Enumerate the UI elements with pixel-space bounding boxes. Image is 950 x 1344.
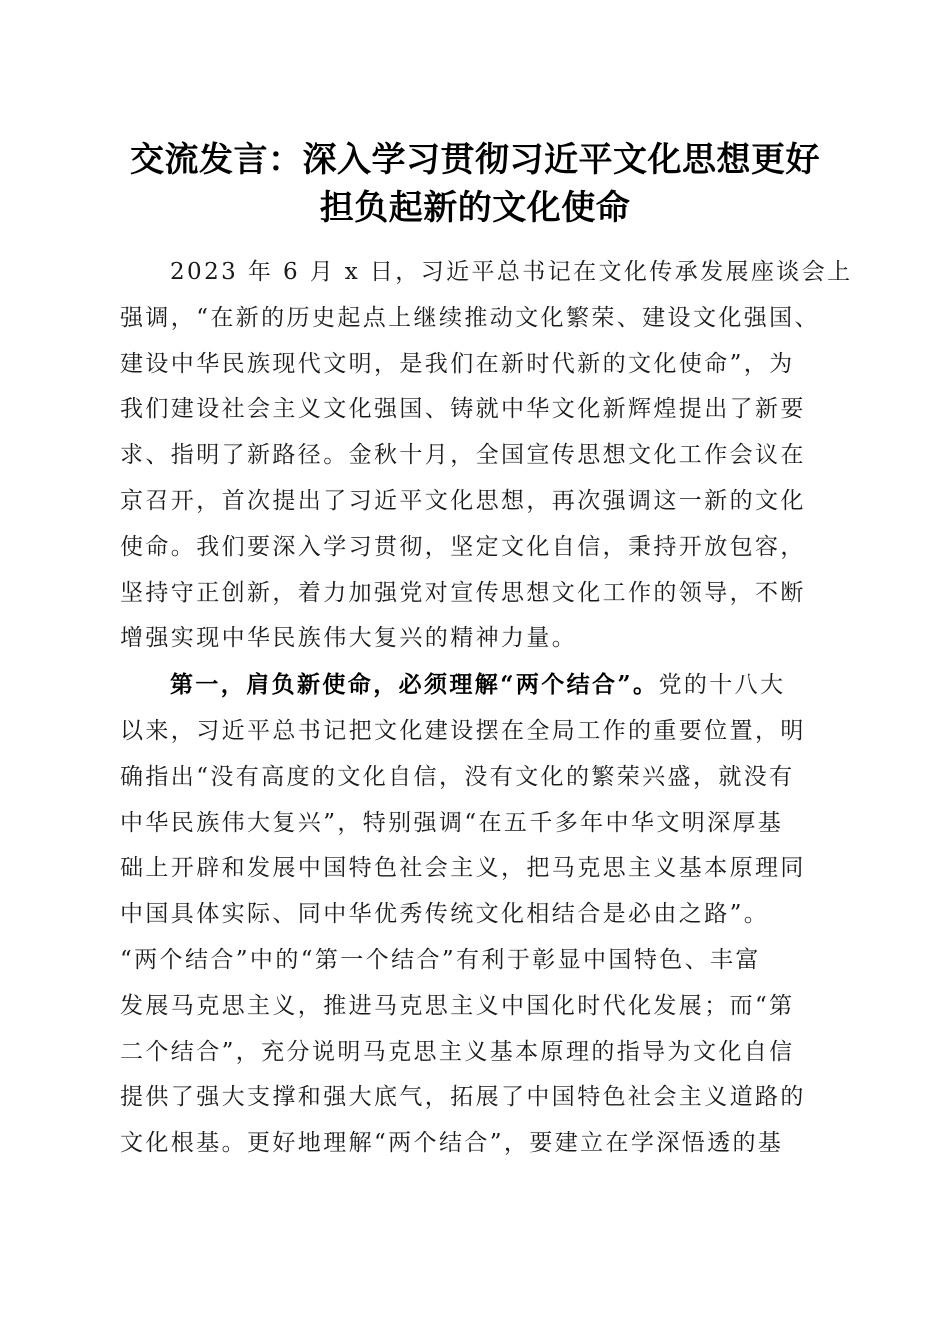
document-body [120, 250, 853, 1167]
text-line: 提供了强大支撑和强大底气，拓展了中国特色社会主义道路的 [120, 1084, 806, 1111]
paragraph-1 [120, 250, 853, 662]
document-title [110, 136, 840, 232]
paragraph-2 [120, 662, 832, 1167]
text-line: 文化根基。更好地理解“两个结合”，要建立在学深悟透的基 [120, 1130, 784, 1157]
text-line: 中国具体实际、同中华优秀传统文化相结合是必由之路”。 [120, 901, 770, 928]
paragraph-lead-heading: 第一，肩负新使命，必须理解“两个结合”。 [170, 671, 659, 699]
title-line: 担负起新的文化使命 [319, 188, 631, 228]
text-line: 使命。我们要深入学习贯彻，坚定文化自信，秉持开放包容， [120, 533, 806, 560]
text-line: 坚持守正创新，着力加强党对宣传思想文化工作的领导，不断 [120, 579, 806, 606]
text-line: 增强实现中华民族伟大复兴的精神力量。 [120, 625, 578, 652]
text-line [120, 662, 832, 709]
text-line: 以来，习近平总书记把文化建设摆在全局工作的重要位置，明 [120, 717, 806, 744]
text-line: 2023 年 6 月 x 日，习近平总书记在文化传承发展座谈会上 [170, 259, 853, 285]
text-line: 中华民族伟大复兴”，特别强调“在五千多年中华文明深厚基 [120, 809, 784, 836]
text-line: 发展马克思主义，推进马克思主义中国化时代化发展；而“第 [120, 992, 795, 1019]
text-line: 二个结合”，充分说明马克思主义基本原理的指导为文化自信 [120, 1038, 795, 1065]
text-line: 求、指明了新路径。金秋十月，全国宣传思想文化工作会议在 [120, 442, 806, 469]
text-line: 建设中华民族现代文明，是我们在新时代新的文化使命”，为 [120, 350, 795, 377]
text-line: 我们建设社会主义文化强国、铸就中华文化新辉煌提出了新要 [120, 396, 806, 423]
text-line: 确指出“没有高度的文化自信，没有文化的繁荣兴盛，就没有 [120, 763, 795, 790]
text-line: “两个结合”中的“第一个结合”有利于彰显中国特色、丰富 [120, 946, 761, 973]
text-line: 础上开辟和发展中国特色社会主义，把马克思主义基本原理同 [120, 855, 806, 882]
text-fragment: 党的十八大 [658, 672, 786, 699]
text-line: 强调，“在新的历史起点上继续推动文化繁荣、建设文化强国、 [120, 304, 820, 331]
title-line: 交流发言：深入学习贯彻习近平文化思想更好 [130, 140, 820, 180]
text-line: 京召开，首次提出了习近平文化思想，再次强调这一新的文化 [120, 487, 806, 514]
